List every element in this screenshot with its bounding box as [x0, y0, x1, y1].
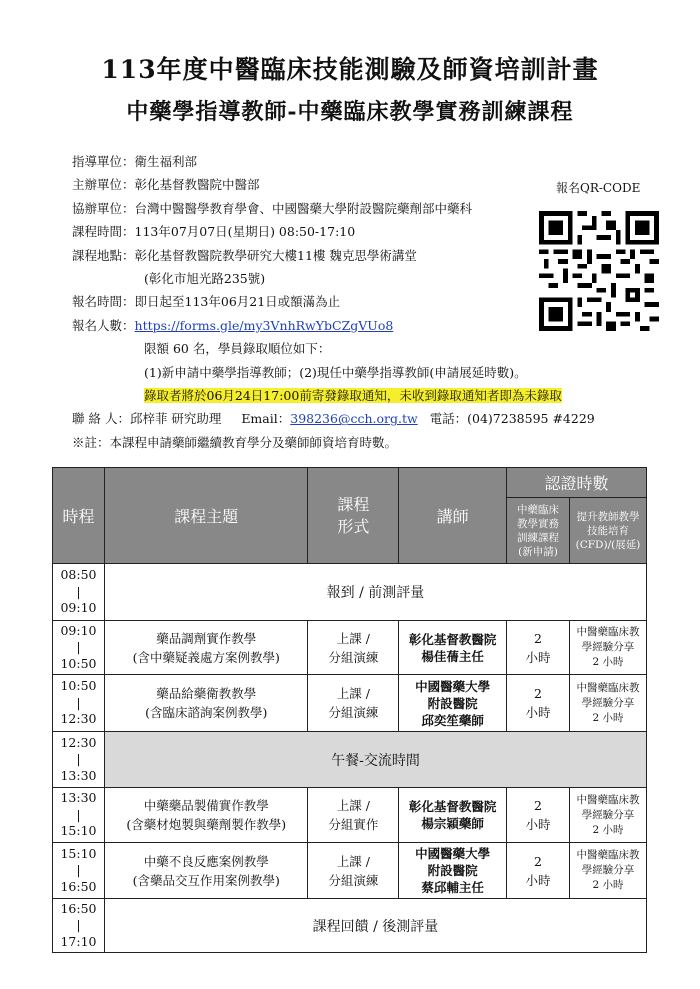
- time-start: 15:10: [60, 845, 97, 861]
- topic-title: 藥品調劑實作教學: [156, 630, 257, 646]
- lecturer-line2: 楊宗穎藥師: [421, 816, 484, 831]
- time-cell: [53, 843, 105, 899]
- header-format: [308, 468, 399, 564]
- time-start: 08:50: [60, 567, 97, 583]
- contact-row: [72, 407, 632, 430]
- notice-text: 錄取者將於06月24日17:00前寄發錄取通知，未收到錄取通知者即為未錄取: [144, 387, 562, 403]
- time-sep: |: [76, 806, 81, 822]
- time-start: 12:30: [60, 734, 97, 750]
- cfd-line3: 2 小時: [592, 879, 624, 891]
- header-cert: 認證時數: [507, 468, 647, 498]
- time-start: 16:50: [60, 900, 97, 916]
- cfd-line3: 2 小時: [592, 823, 624, 836]
- phone-value: (04)7238595 #4229: [467, 411, 595, 427]
- hours-unit: 小時: [525, 817, 551, 832]
- cfd-cell: [569, 675, 646, 732]
- time-end: 10:50: [60, 655, 97, 671]
- header-cert-cfd-text: 提升教師教學技能培育(CFD)/(展延): [575, 510, 641, 551]
- hours-value: 2: [534, 853, 542, 869]
- hours-value: 2: [534, 686, 542, 701]
- host-row: [72, 173, 632, 196]
- time-sep: |: [76, 751, 81, 767]
- lecturer-cell: [399, 675, 507, 732]
- header-format-text: 課程形式: [337, 494, 370, 536]
- time-cell: [53, 788, 105, 843]
- cfd-line2: 學經驗分享: [581, 808, 635, 821]
- topic-title: 中藥藥品製備實作教學: [143, 798, 269, 813]
- time-sep: |: [76, 917, 81, 933]
- hours-value: 2: [534, 798, 542, 813]
- time-label: 課程時間：: [72, 224, 135, 240]
- host-value: 彰化基督教醫院中醫部: [134, 177, 260, 193]
- venue-value: 彰化基督教醫院教學研究大樓11樓 魏克思學術講堂: [134, 247, 417, 263]
- venue-address: (彰化市旭光路235號): [144, 270, 266, 286]
- lecturer-cell: [399, 621, 507, 675]
- header-time: 時程: [53, 468, 105, 564]
- format-cell: [308, 621, 399, 675]
- page-title: 113年度中醫臨床技能測驗及師資培訓計畫: [101, 55, 599, 84]
- notice-row: [72, 384, 632, 407]
- cfd-cell: [569, 788, 646, 843]
- phone-label: 電話：: [429, 411, 468, 427]
- cfd-line1: 中醫藥臨床教: [576, 849, 640, 861]
- contact-label: 聯 絡 人：: [72, 411, 130, 427]
- time-start: 13:30: [60, 790, 97, 806]
- merged-activity: 課程回饋 / 後測評量: [104, 899, 646, 953]
- time-sep: |: [76, 862, 81, 878]
- time-cell: [53, 732, 105, 788]
- format-line2: 分組演練: [328, 872, 379, 888]
- format-cell: [308, 843, 399, 899]
- time-cell: [53, 899, 105, 953]
- cfd-cell: [569, 621, 646, 675]
- co-value: 台灣中醫醫學教育學會、中國醫藥大學附設醫院藥劑部中藥科: [134, 200, 473, 216]
- topic-title: 藥品給藥衛教教學: [156, 686, 257, 701]
- qr-code[interactable]: [539, 211, 659, 331]
- cfd-line1: 中醫藥臨床教: [576, 681, 640, 694]
- format-line1: 上課 /: [336, 686, 370, 701]
- time-cell: [53, 675, 105, 732]
- topic-cell: [104, 788, 307, 843]
- time-start: 10:50: [60, 678, 97, 694]
- regtime-value: 即日起至113年06月21日或額滿為止: [134, 294, 341, 310]
- format-line2: 分組演練: [328, 649, 379, 665]
- time-end: 13:30: [60, 767, 97, 783]
- cfd-line2: 學經驗分享: [581, 696, 635, 709]
- header-topic: 課程主題: [104, 468, 307, 564]
- lecturer-line3: 蔡邱輔主任: [421, 880, 484, 895]
- lecturer-cell: [399, 788, 507, 843]
- format-line2: 分組演練: [328, 705, 379, 720]
- time-cell: [53, 564, 105, 621]
- guide-row: [72, 150, 632, 173]
- lecturer-line1: 彰化基督教醫院: [408, 631, 497, 647]
- lecturer-line2: 楊佳蒨主任: [421, 648, 484, 664]
- format-line1: 上課 /: [336, 630, 370, 646]
- time-end: 17:10: [60, 933, 97, 949]
- time-sep: |: [76, 583, 81, 599]
- topic-detail: (含藥品交互作用案例教學): [132, 872, 280, 888]
- header-cert-cfd: [569, 498, 646, 564]
- order-text: (1)新申請中藥學指導教師；(2)現任中藥學指導教師(申請展延時數)。: [144, 364, 527, 380]
- format-line1: 上課 /: [336, 853, 370, 869]
- time-end: 15:10: [60, 823, 97, 839]
- format-line1: 上課 /: [336, 798, 370, 813]
- limit-text: 限額 60 名，學員錄取順位如下：: [144, 341, 331, 357]
- regtime-label: 報名時間：: [72, 294, 135, 310]
- hours-cell: [507, 675, 570, 732]
- topic-title: 中藥不良反應案例教學: [143, 853, 269, 869]
- co-label: 協辦單位：: [72, 200, 135, 216]
- cfd-line3: 2 小時: [592, 656, 624, 668]
- lecturer-line1: 中國醫藥大學: [415, 678, 491, 694]
- format-cell: [308, 675, 399, 732]
- hours-cell: [507, 621, 570, 675]
- hours-value: 2: [534, 630, 542, 646]
- hours-cell: [507, 843, 570, 899]
- lecturer-line1: 彰化基督教醫院: [408, 799, 497, 814]
- hours-unit: 小時: [525, 872, 551, 888]
- email-link[interactable]: 398236@cch.org.tw: [290, 411, 418, 427]
- topic-cell: [104, 621, 307, 675]
- venue-label: 課程地點：: [72, 247, 135, 263]
- cfd-line2: 學經驗分享: [581, 864, 635, 876]
- time-end: 16:50: [60, 878, 97, 894]
- page-subtitle: 中藥學指導教師-中藥臨床教學實務訓練課程: [126, 99, 574, 125]
- cfd-line1: 中醫藥臨床教: [576, 793, 640, 806]
- qr-label: 報名QR-CODE: [556, 181, 641, 195]
- cfd-line3: 2 小時: [592, 711, 624, 724]
- header-cert-new: [507, 498, 570, 564]
- merged-activity: 午餐-交流時間: [104, 732, 646, 788]
- format-cell: [308, 788, 399, 843]
- time-start: 09:10: [60, 622, 97, 638]
- header-lecturer: 講師: [399, 468, 507, 564]
- topic-cell: [104, 675, 307, 732]
- time-end: 09:10: [60, 600, 97, 616]
- time-sep: |: [76, 694, 81, 710]
- hours-unit: 小時: [525, 649, 551, 665]
- header-cert-new-text: 中藥臨床教學實務訓練課程(新申請): [517, 503, 559, 558]
- lecturer-line1: 中國醫藥大學: [415, 846, 491, 861]
- cfd-cell: [569, 843, 646, 899]
- topic-detail: (含臨床諮詢案例教學): [145, 705, 268, 720]
- guide-value: 衛生福利部: [134, 154, 198, 169]
- lecturer-line2: 附設醫院: [427, 863, 478, 878]
- hours-unit: 小時: [525, 705, 551, 720]
- host-label: 主辦單位：: [72, 177, 135, 193]
- cfd-line1: 中醫藥臨床教: [576, 626, 640, 638]
- contact-name: 邱梓菲 研究助理: [129, 411, 222, 427]
- remark-row: [72, 431, 632, 454]
- schedule-table: [52, 467, 647, 953]
- lecturer-cell: [399, 843, 507, 899]
- time-value: 113年07月07日(星期日) 08:50-17:10: [134, 224, 356, 240]
- regnum-label: 報名人數：: [72, 317, 135, 333]
- time-cell: [53, 621, 105, 675]
- cfd-line2: 學經驗分享: [581, 641, 635, 653]
- hours-cell: [507, 788, 570, 843]
- merged-activity: 報到 / 前測評量: [104, 564, 646, 621]
- guide-label: 指導單位：: [72, 154, 135, 169]
- time-end: 12:30: [60, 711, 97, 727]
- registration-link[interactable]: https://forms.gle/my3VnhRwYbCZgVUo8: [134, 317, 394, 333]
- time-sep: |: [76, 639, 81, 655]
- topic-detail: (含藥材炮製與藥劑製作教學): [126, 817, 287, 832]
- lecturer-line2: 附設醫院: [427, 695, 478, 711]
- remark-text: ※註：本課程申請藥師繼續教育學分及藥師師資培育時數。: [72, 434, 398, 450]
- topic-detail: (含中藥疑義處方案例教學): [132, 649, 280, 665]
- format-line2: 分組實作: [328, 817, 379, 832]
- topic-cell: [104, 843, 307, 899]
- email-label: Email：: [241, 411, 291, 427]
- lecturer-line3: 邱奕笙藥師: [421, 712, 484, 728]
